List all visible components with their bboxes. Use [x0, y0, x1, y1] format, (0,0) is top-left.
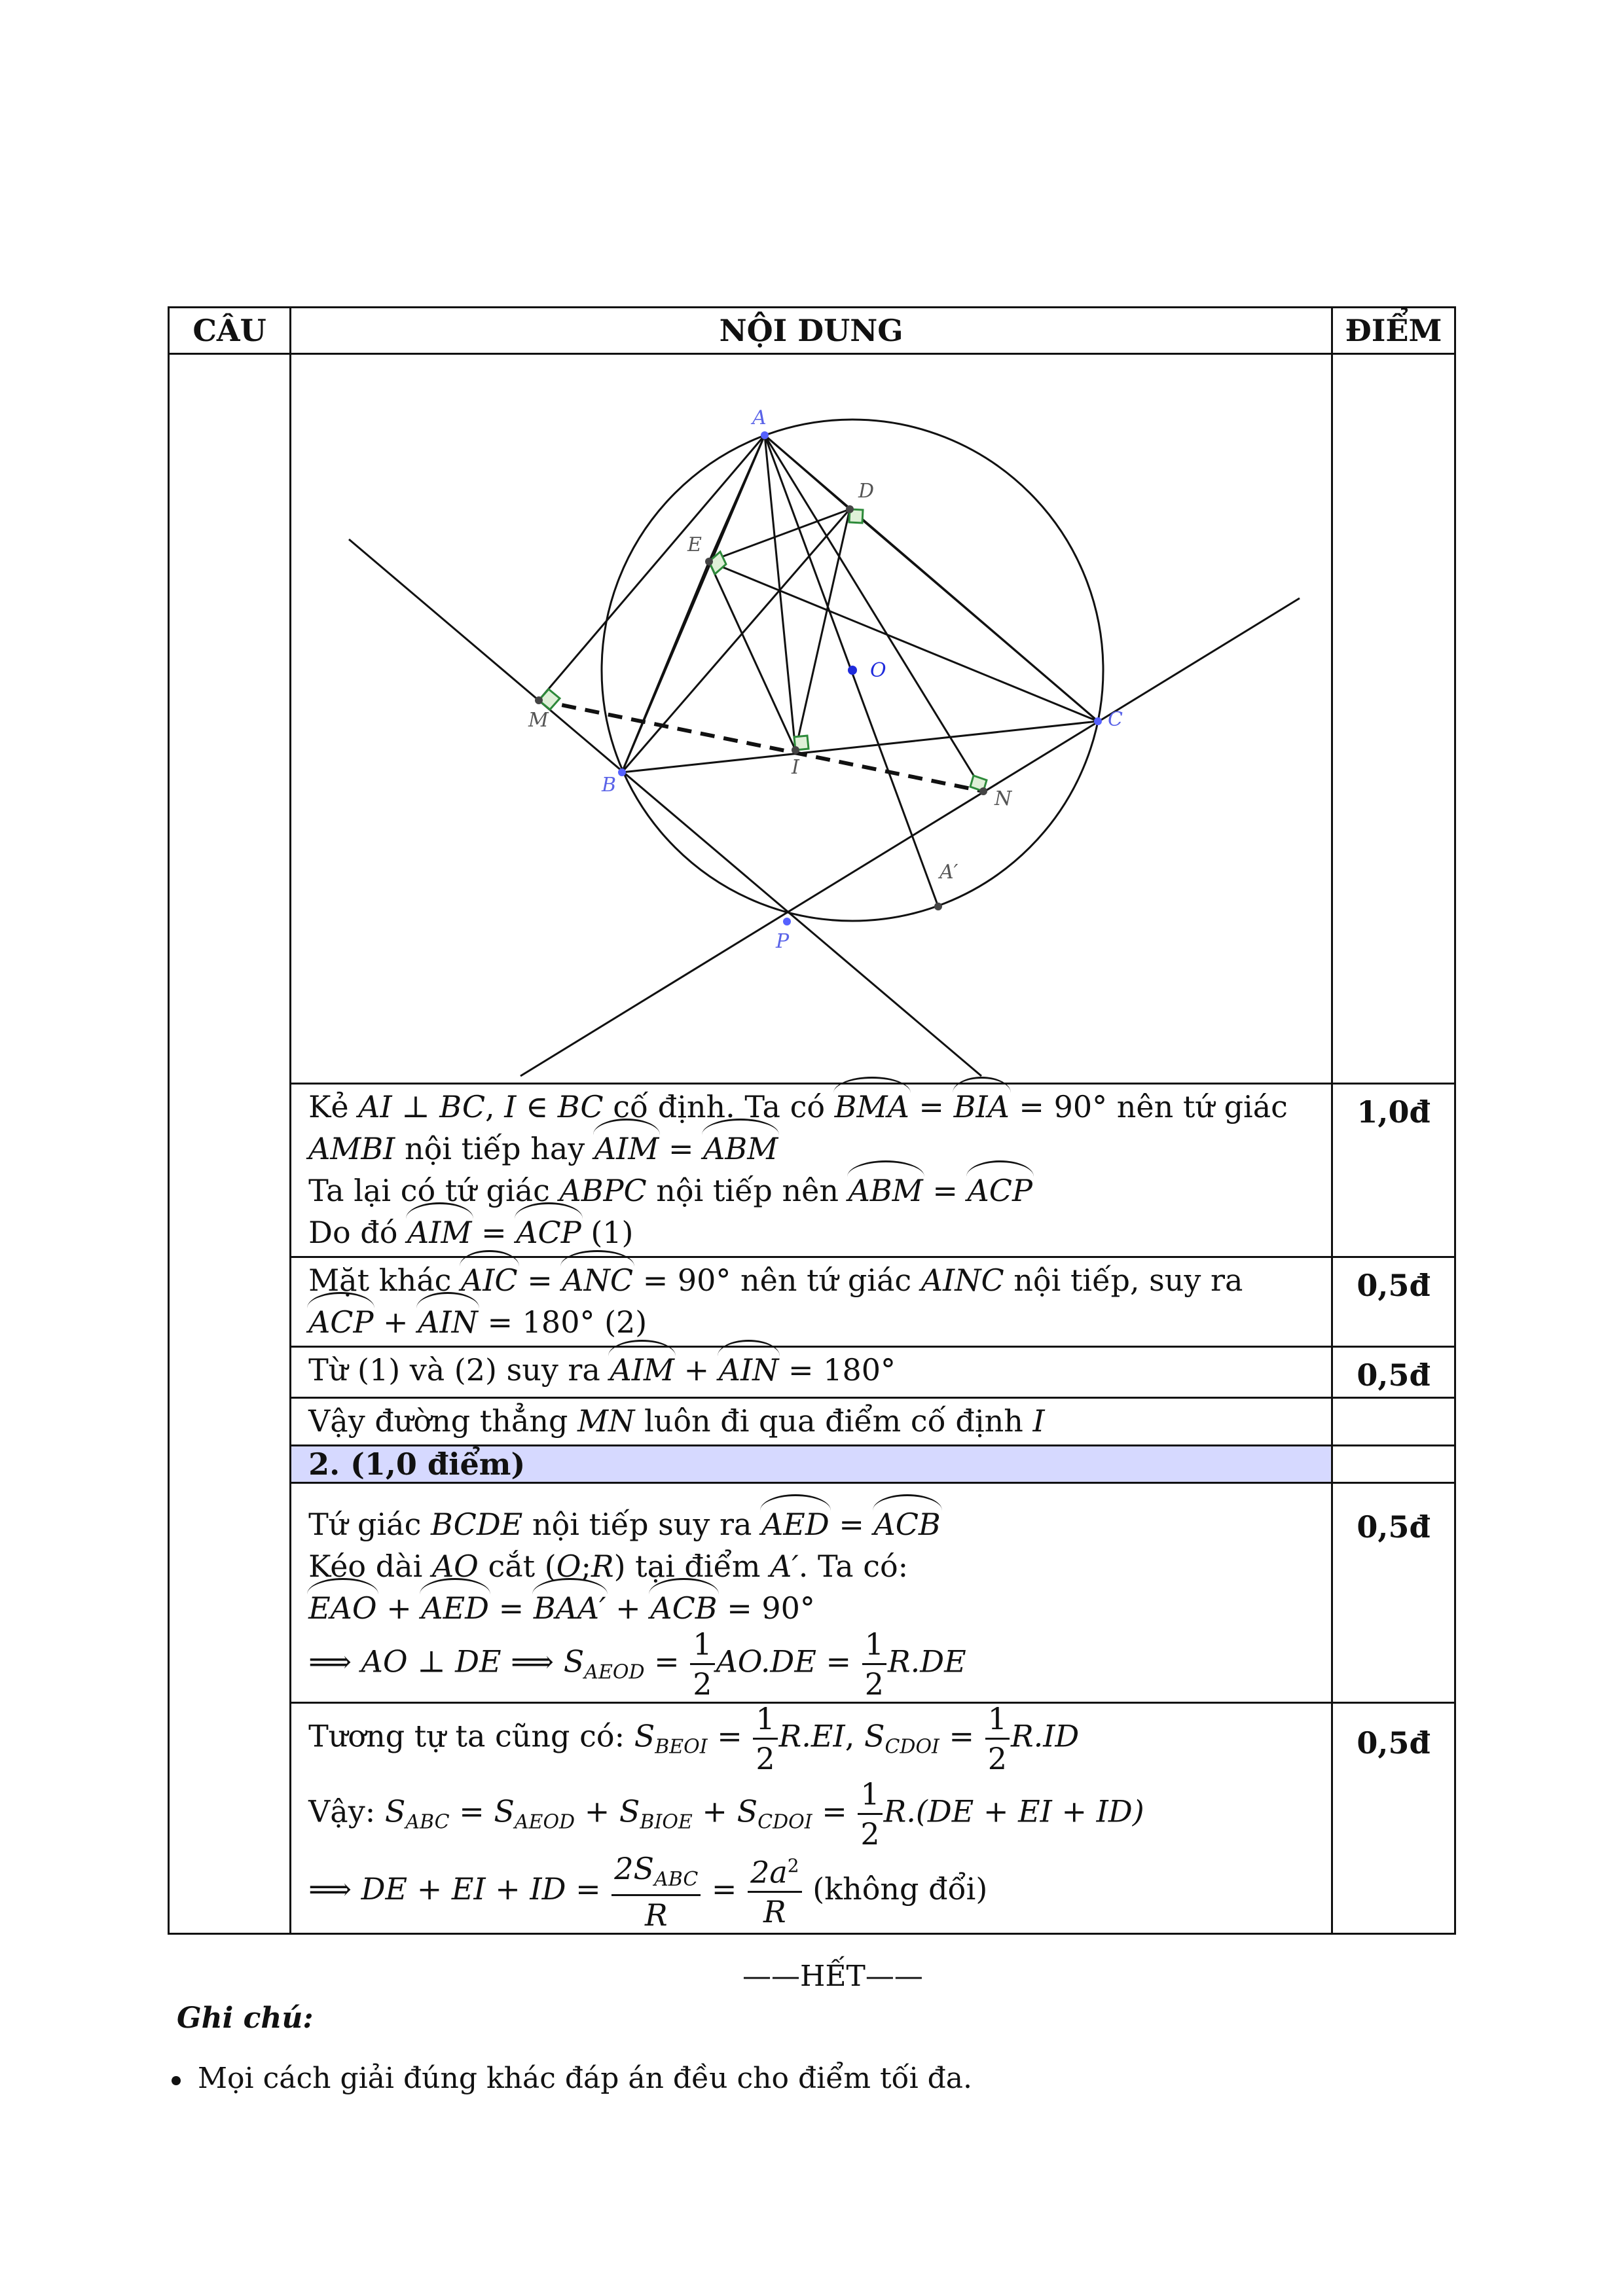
label-m: M [528, 709, 549, 732]
line: Ta lại có tứ giác ABPC nội tiếp nên ABM = ACP [308, 1170, 1314, 1211]
line: Vậy: $S_{ABC} = S_{AEOD} + S_{BIOE} + S_{CDOI}$ = $\frac{1}{2}$ R.(DE + EI + ID) [308, 1776, 1144, 1852]
score-6: 0,5đ [1332, 1483, 1455, 1703]
solution-row-1 [169, 1084, 1455, 1257]
segment-bd [622, 562, 709, 772]
score-1: 1,0đ [1332, 1084, 1455, 1257]
score-4 [1332, 1398, 1455, 1446]
subsection-title: 2. (1,0 điểm) [291, 1446, 1332, 1483]
line: Vậy đường thẳng MN luôn đi qua điểm cố định I [308, 1403, 1045, 1439]
line: Từ (1) và (2) suy ra AIM + AIN = 180° [308, 1349, 1314, 1391]
solution-text-1 [291, 1084, 1332, 1257]
segment-ce [709, 562, 1098, 721]
point-d [846, 505, 854, 513]
solution-row-6 [169, 1483, 1455, 1703]
label-d: D [858, 480, 875, 503]
segment-am [539, 435, 765, 700]
solution-row-2 [169, 1257, 1455, 1347]
line: Mặt khác AIC = ANC = 90° nên tứ giác AINC nội tiếp, suy ra [308, 1259, 1314, 1301]
figure-cell [291, 354, 1332, 1084]
label-p: P [776, 930, 790, 953]
point-m [535, 696, 543, 704]
solution-text-2 [291, 1257, 1332, 1347]
segment-di [795, 509, 850, 750]
table-header [169, 308, 1455, 354]
point-b [618, 768, 626, 776]
label-o: O [870, 659, 886, 682]
answer-table [168, 306, 1456, 1935]
tangent-line-c [520, 598, 1300, 1076]
line: Do đó AIM = ACP (1) [308, 1211, 1314, 1253]
geometry-figure [291, 355, 1331, 1083]
label-n: N [994, 787, 1012, 810]
line: ACP + AIN = 180° (2) [308, 1301, 1314, 1343]
segment-ai [765, 435, 795, 750]
solution-text-3 [291, 1347, 1332, 1398]
score-3: 0,5đ [1332, 1347, 1455, 1398]
line: ⟹ AO ⊥ DE ⟹ $S_{AEOD}$ = $\frac{1}{2}$ AO.DE = $\frac{1}{2}$ R.DE [308, 1626, 966, 1702]
line: Tứ giác BCDE nội tiếp suy ra AED = ACB [308, 1503, 1314, 1545]
solution-text-4 [291, 1398, 1332, 1446]
segment-ae [709, 435, 765, 562]
label-c: C [1108, 708, 1123, 731]
line: Kẻ AI ⊥ BC, I ∈ BC cố định. Ta có BMA = BIA = 90° nên tứ giác [308, 1086, 1314, 1128]
note-item [172, 2062, 972, 2095]
score-7: 0,5đ [1332, 1703, 1455, 1934]
solution-row-7 [169, 1703, 1455, 1934]
note-title: Ghi chú: [177, 2001, 314, 2035]
point-a [761, 431, 769, 439]
question-number-cell [169, 354, 291, 1934]
note-item-text: Mọi cách giải đúng khác đáp án đều cho điểm tối đa. [198, 2062, 973, 2095]
line: Kéo dài AO cắt (O;R) tại điểm A′. Ta có: [308, 1549, 909, 1584]
line: ⟹ DE + EI + ID = $\frac{2S_{ABC}}{R}$ = $\frac{2a^2}{R}$ (không đổi) [308, 1851, 988, 1933]
point-o [848, 666, 857, 675]
segment-cd [850, 509, 1098, 721]
figure-row [169, 354, 1455, 1084]
point-c [1094, 717, 1102, 725]
label-a: A [752, 406, 767, 429]
score-2: 0,5đ [1332, 1257, 1455, 1347]
end-marker: ——HẾT—— [742, 1960, 923, 1993]
label-a2: A′ [939, 861, 958, 884]
header-cau: CÂU [169, 308, 291, 354]
label-b: B [602, 774, 617, 797]
point-n [979, 787, 987, 795]
solution-row-3 [169, 1347, 1455, 1398]
point-i [792, 746, 799, 754]
label-i: I [792, 756, 799, 779]
segment-be [622, 509, 850, 772]
point-a2 [934, 903, 942, 910]
bullet-icon [172, 2076, 181, 2085]
point-p [783, 918, 791, 925]
subsection-score-cell [1332, 1446, 1455, 1483]
solution-text-7 [291, 1703, 1332, 1934]
line: AMBI nội tiếp hay AIM = ABM [308, 1128, 1314, 1170]
line: Tương tự ta cũng có: $S_{BEOI}$ = $\frac{1}{2}$ R.EI, $S_{CDOI}$ = $\frac{1}{2}$ R.ID [308, 1701, 1080, 1776]
header-noi-dung: NỘI DUNG [291, 308, 1332, 354]
header-diem: ĐIỂM [1332, 308, 1455, 354]
tangent-line-b [349, 539, 981, 1076]
point-e [705, 558, 713, 565]
solution-row-4 [169, 1398, 1455, 1446]
subsection-row [169, 1446, 1455, 1483]
figure-score-cell [1332, 354, 1455, 1084]
solution-text-6 [291, 1483, 1332, 1703]
line: EAO + AED = BAA′ + ACB = 90° [308, 1587, 1314, 1629]
label-e: E [687, 533, 702, 556]
